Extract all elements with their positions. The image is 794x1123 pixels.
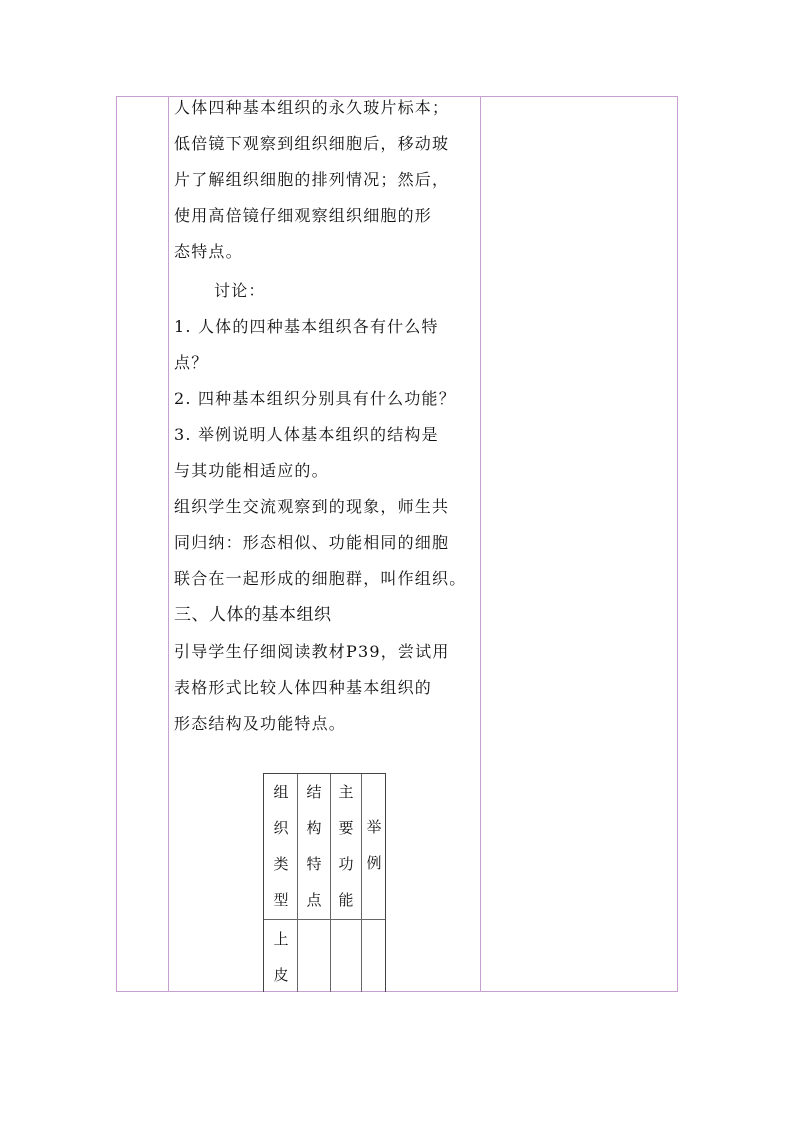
question-1: 1. 人体的四种基本组织各有什么特 xyxy=(174,317,439,336)
question-3: 3. 举例说明人体基本组织的结构是 xyxy=(174,425,439,444)
text-line: 表格形式比较人体四种基本组织的 xyxy=(174,678,433,697)
header-example: 举例 xyxy=(366,818,382,872)
column-divider-right xyxy=(480,97,481,991)
header-tissue-type: 组织类型 xyxy=(273,783,289,909)
column-divider-left xyxy=(168,97,169,991)
text-line: 点？ xyxy=(174,353,209,372)
text-line: 与其功能相适应的。 xyxy=(174,461,329,480)
text-line: 同归纳：形态相似、功能相同的细胞 xyxy=(174,533,450,552)
text-line: 使用高倍镜仔细观察组织细胞的形 xyxy=(174,206,433,225)
text-line: 低倍镜下观察到组织细胞后，移动玻 xyxy=(174,134,450,153)
text-line: 人体四种基本组织的永久玻片标本； xyxy=(174,98,450,117)
table-cell-epithelium: 上皮 xyxy=(273,930,289,984)
text-line: 联合在一起形成的细胞群，叫作组织。 xyxy=(174,569,467,588)
table-column-divider xyxy=(361,774,362,992)
text-line: 态特点。 xyxy=(174,242,243,261)
tissue-comparison-table xyxy=(263,773,386,992)
text-line: 片了解组织细胞的排列情况；然后， xyxy=(174,170,450,189)
text-line: 组织学生交流观察到的现象，师生共 xyxy=(174,497,450,516)
text-line: 引导学生仔细阅读教材P39，尝试用 xyxy=(174,642,450,661)
question-2: 2. 四种基本组织分别具有什么功能？ xyxy=(174,389,456,408)
header-function: 主要功能 xyxy=(338,783,354,909)
discussion-heading: 讨论： xyxy=(214,281,266,300)
section-heading: 三、人体的基本组织 xyxy=(174,605,332,625)
table-row-divider xyxy=(264,919,385,920)
table-column-divider xyxy=(330,774,331,992)
text-line: 形态结构及功能特点。 xyxy=(174,714,347,733)
table-column-divider xyxy=(297,774,298,992)
header-structure: 结构特点 xyxy=(306,783,322,909)
